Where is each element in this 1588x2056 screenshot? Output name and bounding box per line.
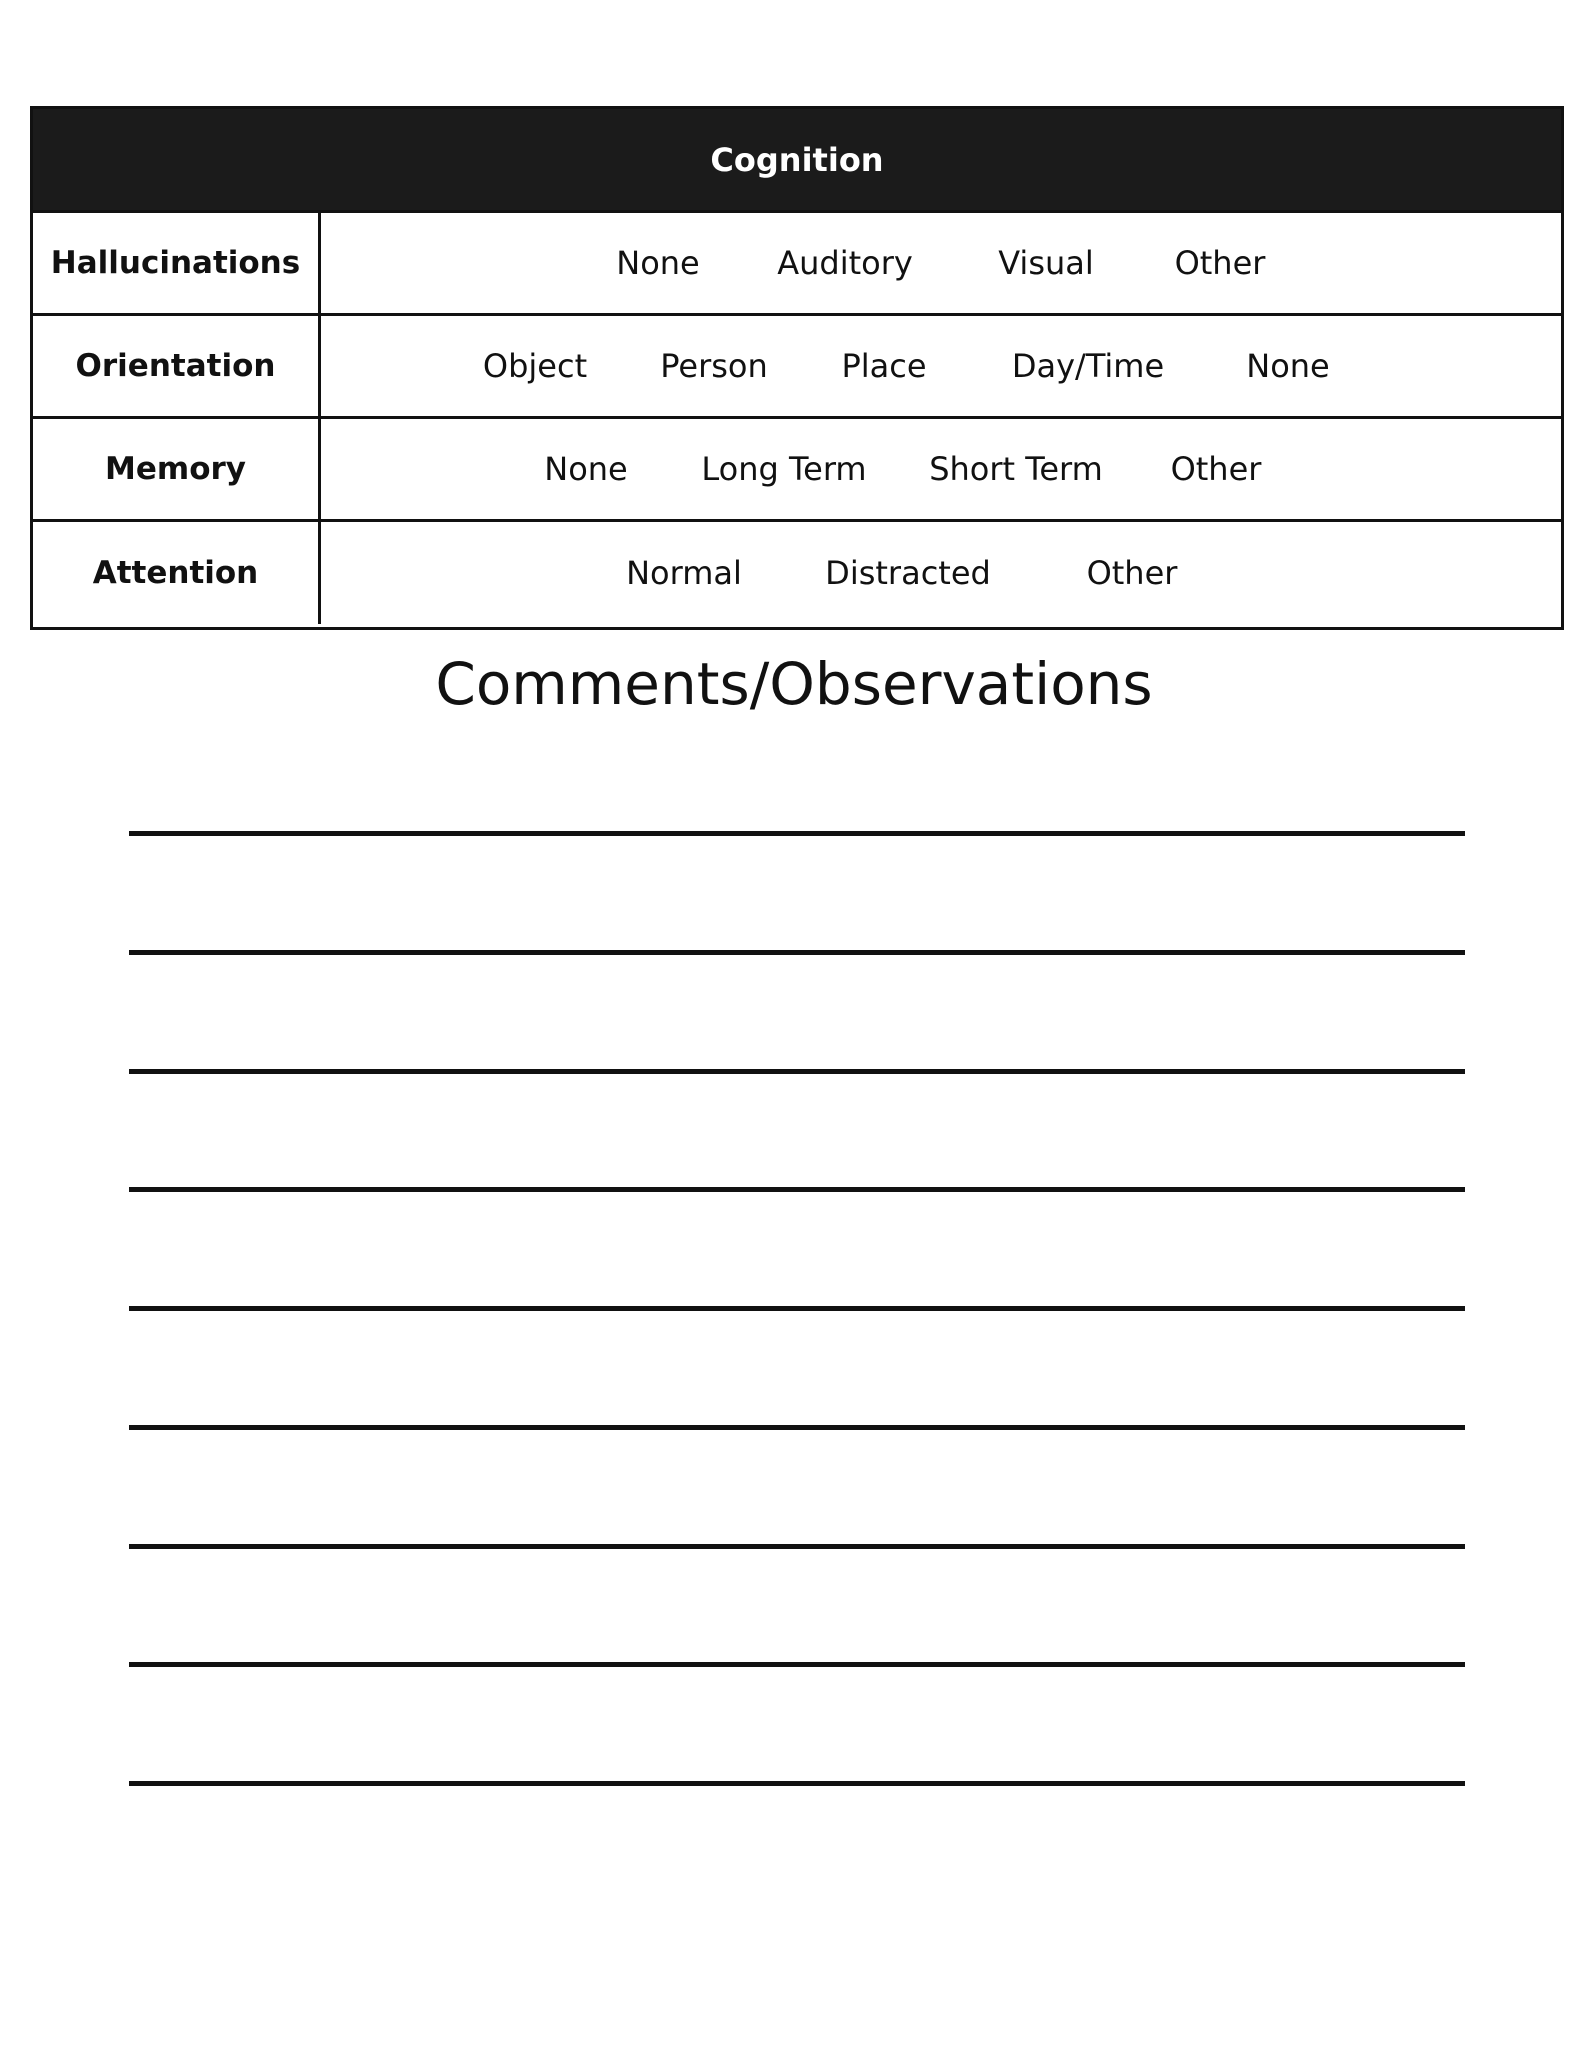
table-row-orientation [33,316,1561,419]
table-title: Cognition [33,109,1561,213]
table-row-hallucinations [33,213,1561,316]
option-long-term[interactable]: Long Term [701,450,867,488]
option-distracted[interactable]: Distracted [825,554,991,592]
comment-line[interactable] [129,1544,1465,1549]
cognition-table [30,106,1564,630]
option-short-term[interactable]: Short Term [929,450,1103,488]
options-cell [321,213,1561,313]
table-row-memory [33,419,1561,522]
row-label: Orientation [33,316,321,416]
comment-line[interactable] [129,1425,1465,1430]
comment-line[interactable] [129,1069,1465,1074]
options-cell [321,522,1561,624]
option-other[interactable]: Other [1174,244,1266,282]
comment-line[interactable] [129,1781,1465,1786]
options-cell [321,419,1561,519]
option-place[interactable]: Place [841,347,927,385]
comment-line[interactable] [129,1662,1465,1667]
option-none[interactable]: None [544,450,628,488]
comment-line[interactable] [129,1187,1465,1192]
option-other[interactable]: Other [1086,554,1178,592]
option-visual[interactable]: Visual [998,244,1094,282]
comment-line[interactable] [129,950,1465,955]
option-normal[interactable]: Normal [626,554,742,592]
table-row-attention [33,522,1561,624]
option-other[interactable]: Other [1170,450,1262,488]
option-none[interactable]: None [1246,347,1330,385]
options-cell [321,316,1561,416]
row-label: Attention [33,522,321,624]
option-person[interactable]: Person [660,347,768,385]
comment-line[interactable] [129,1306,1465,1311]
row-label: Hallucinations [33,213,321,313]
row-label: Memory [33,419,321,519]
comments-title: Comments/Observations [435,650,1153,718]
option-none[interactable]: None [616,244,700,282]
option-auditory[interactable]: Auditory [777,244,913,282]
option-day-time[interactable]: Day/Time [1011,347,1165,385]
option-object[interactable]: Object [482,347,588,385]
comment-line[interactable] [129,831,1465,836]
